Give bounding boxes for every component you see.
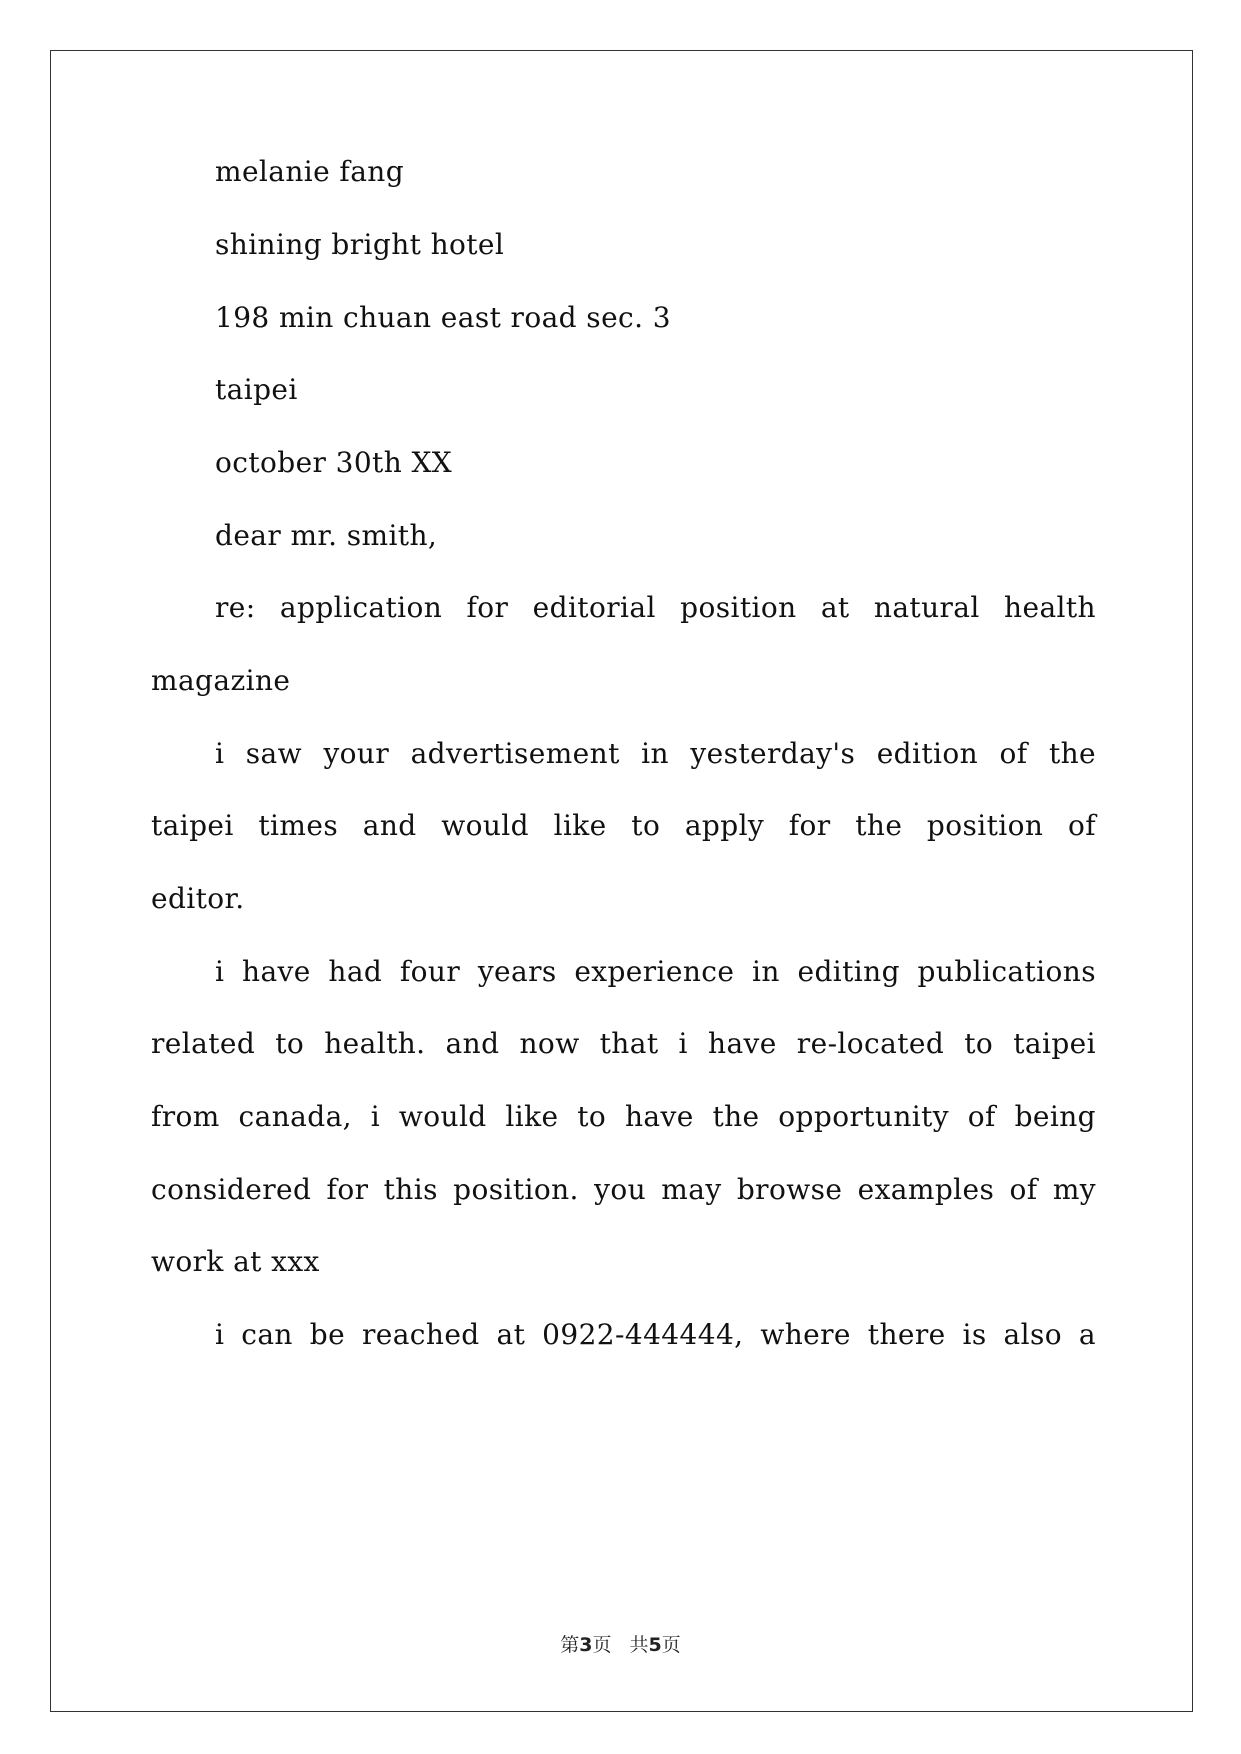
paragraph-2-line-2: related to health. and now that i have re-located to taipei	[151, 1027, 1096, 1060]
total-prefix: 共	[629, 1634, 649, 1656]
sender-city: taipei	[215, 373, 298, 406]
page-suffix: 页	[592, 1634, 612, 1656]
sender-street: 198 min chuan east road sec. 3	[215, 301, 671, 334]
subject-line-1: re: application for editorial position at natural health	[215, 591, 1096, 624]
paragraph-2-line-1: i have had four years experience in editing publications	[215, 955, 1096, 988]
page-prefix: 第	[560, 1634, 580, 1656]
paragraph-1-line-3: editor.	[151, 882, 245, 915]
paragraph-1-line-2: taipei times and would like to apply for the position of	[151, 809, 1096, 842]
current-page-number: 3	[579, 1634, 593, 1656]
subject-line-2: magazine	[151, 664, 291, 697]
salutation: dear mr. smith,	[215, 519, 438, 552]
paragraph-3-line-1: i can be reached at 0922-444444, where there is also a	[215, 1318, 1096, 1351]
total-suffix: 页	[661, 1634, 681, 1656]
paragraph-1-line-1: i saw your advertisement in yesterday's edition of the	[215, 737, 1096, 770]
sender-company: shining bright hotel	[215, 228, 505, 261]
paragraph-2-line-5: work at xxx	[151, 1245, 320, 1278]
paragraph-2-line-4: considered for this position. you may browse examples of my	[151, 1173, 1096, 1206]
paragraph-2-line-3: from canada, i would like to have the opportunity of being	[151, 1100, 1096, 1133]
total-pages-number: 5	[648, 1634, 662, 1656]
letter-date: october 30th XX	[215, 446, 453, 479]
page-number-footer	[0, 1630, 1241, 1657]
sender-name: melanie fang	[215, 155, 405, 188]
